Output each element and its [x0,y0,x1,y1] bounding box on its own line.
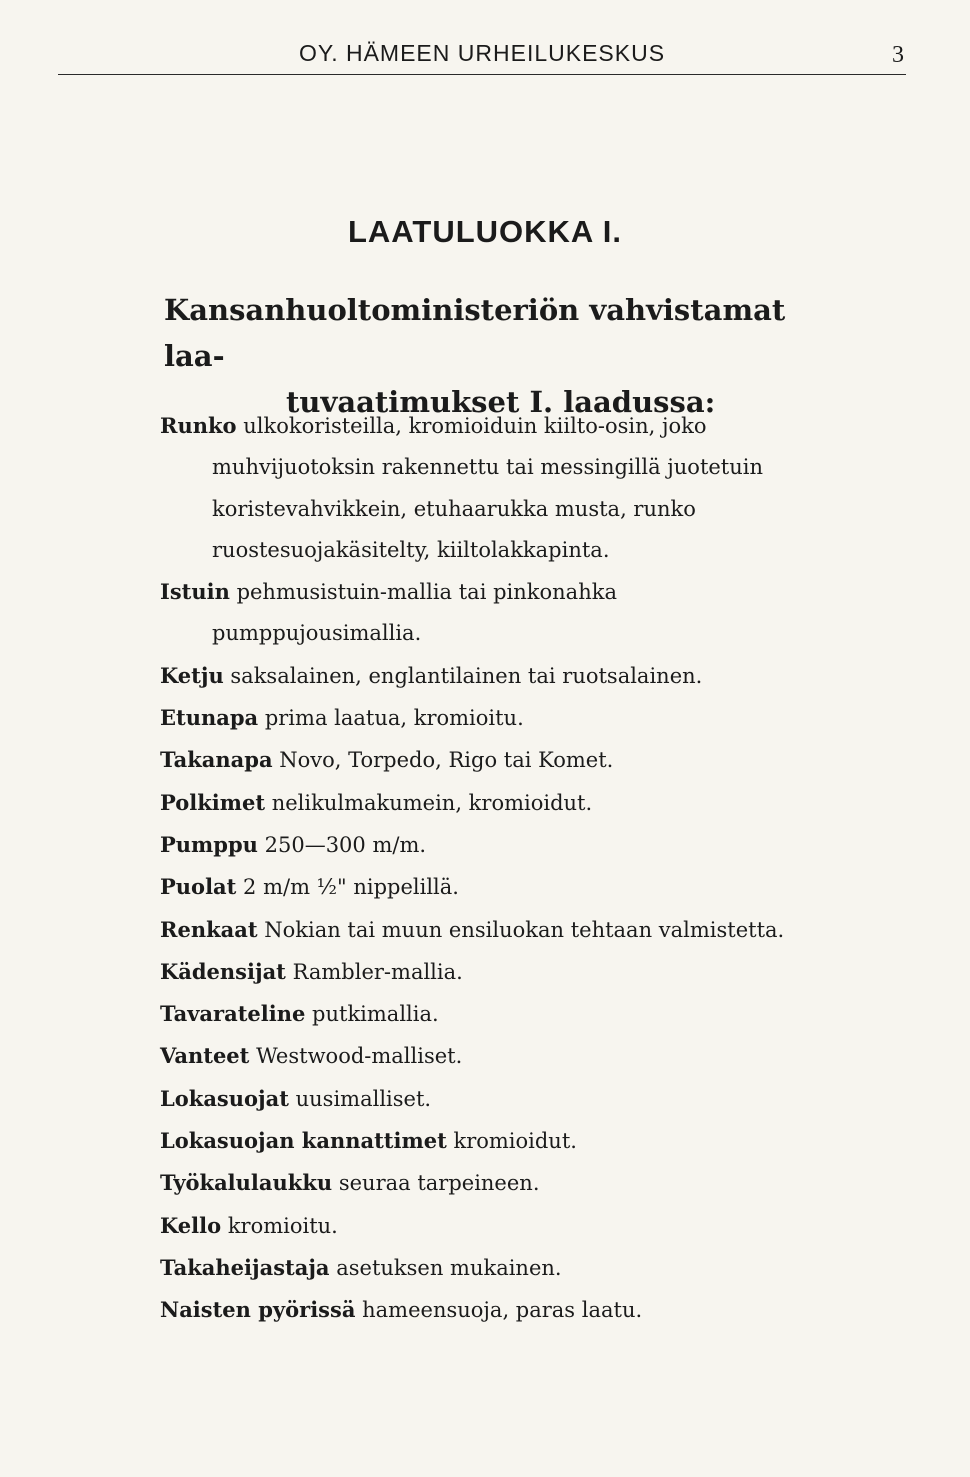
spec-term: Tavarateline [160,1001,306,1027]
spec-text: 2 m/m ½" nippelillä. [243,875,459,900]
spec-text: ulkokoristeilla, kromioiduin kiilto-osin, joko muhvijuotoksin rakennettu tai messingillä juotetuin koristevahvikkein, etuhaarukka musta, runko ruostesuojakäsitelty, kiiltolakkapinta. [212,414,764,562]
spec-text: nelikulmakumein, kromioidut. [271,790,593,815]
spec-term: Ketju [160,662,224,688]
spec-term: Naisten pyörissä [160,1297,356,1323]
running-title: OY. HÄMEEN URHEILUKESKUS [298,40,666,66]
spec-term: Polkimet [160,789,266,815]
spec-text: pehmusistuin-mallia tai pinkonahka pumppujousimallia. [212,580,617,646]
running-header [58,40,906,75]
spec-term: Takaheijastaja [160,1254,330,1280]
spec-item [160,951,810,993]
subheading-line-2: tuvaatimukset I. laadussa: [286,385,716,419]
spec-term: Renkaat [160,916,258,942]
spec-text: uusimalliset. [295,1086,432,1111]
spec-term: Kädensijat [160,958,286,984]
spec-item [160,1035,810,1077]
spec-text: Nokian tai muun ensiluokan tehtaan valmistetta. [264,917,785,942]
spec-text: Westwood-malliset. [256,1044,463,1069]
spec-term: Lokasuojan kannattimet [160,1128,447,1154]
spec-term: Etunapa [160,705,259,731]
spec-item [160,655,810,697]
spec-item [160,866,810,908]
spec-term: Puolat [160,874,237,900]
spec-item [160,1205,810,1247]
spec-item [160,739,810,781]
spec-term: Takanapa [160,747,273,773]
spec-item [160,1120,810,1162]
spec-item [160,697,810,739]
page-number: 3 [892,42,904,68]
spec-item [160,1078,810,1120]
spec-item [160,1289,810,1331]
spec-item [160,405,810,571]
spec-text: kromioidut. [453,1129,577,1154]
spec-text: Novo, Torpedo, Rigo tai Komet. [279,748,614,773]
spec-term: Vanteet [160,1043,250,1069]
spec-term: Runko [160,413,237,438]
spec-text: asetuksen mukainen. [336,1255,562,1280]
spec-term: Lokasuojat [160,1085,289,1111]
spec-item [160,824,810,866]
spec-item [160,1162,810,1204]
specification-list [160,405,810,1332]
page-heading: LAATULUOKKA I. [347,214,623,249]
subheading-line-1: Kansanhuoltoministeriön vahvistamat laa- [164,293,786,373]
spec-text: kromioitu. [227,1213,338,1238]
spec-item [160,909,810,951]
spec-item [160,571,810,655]
spec-item [160,782,810,824]
spec-text: Rambler-mallia. [292,959,463,984]
spec-text: 250—300 m/m. [264,832,427,857]
spec-term: Työkalulaukku [160,1170,333,1196]
spec-item [160,993,810,1035]
spec-text: saksalainen, englantilainen tai ruotsalainen. [230,663,703,688]
spec-term: Pumppu [160,831,258,857]
spec-text: seuraa tarpeineen. [338,1171,540,1196]
spec-text: hameensuoja, paras laatu. [362,1298,643,1323]
spec-item [160,1247,810,1289]
spec-text: prima laatua, kromioitu. [264,706,524,731]
spec-text: putkimallia. [312,1002,439,1027]
spec-term: Kello [160,1212,222,1238]
spec-term: Istuin [160,579,230,605]
